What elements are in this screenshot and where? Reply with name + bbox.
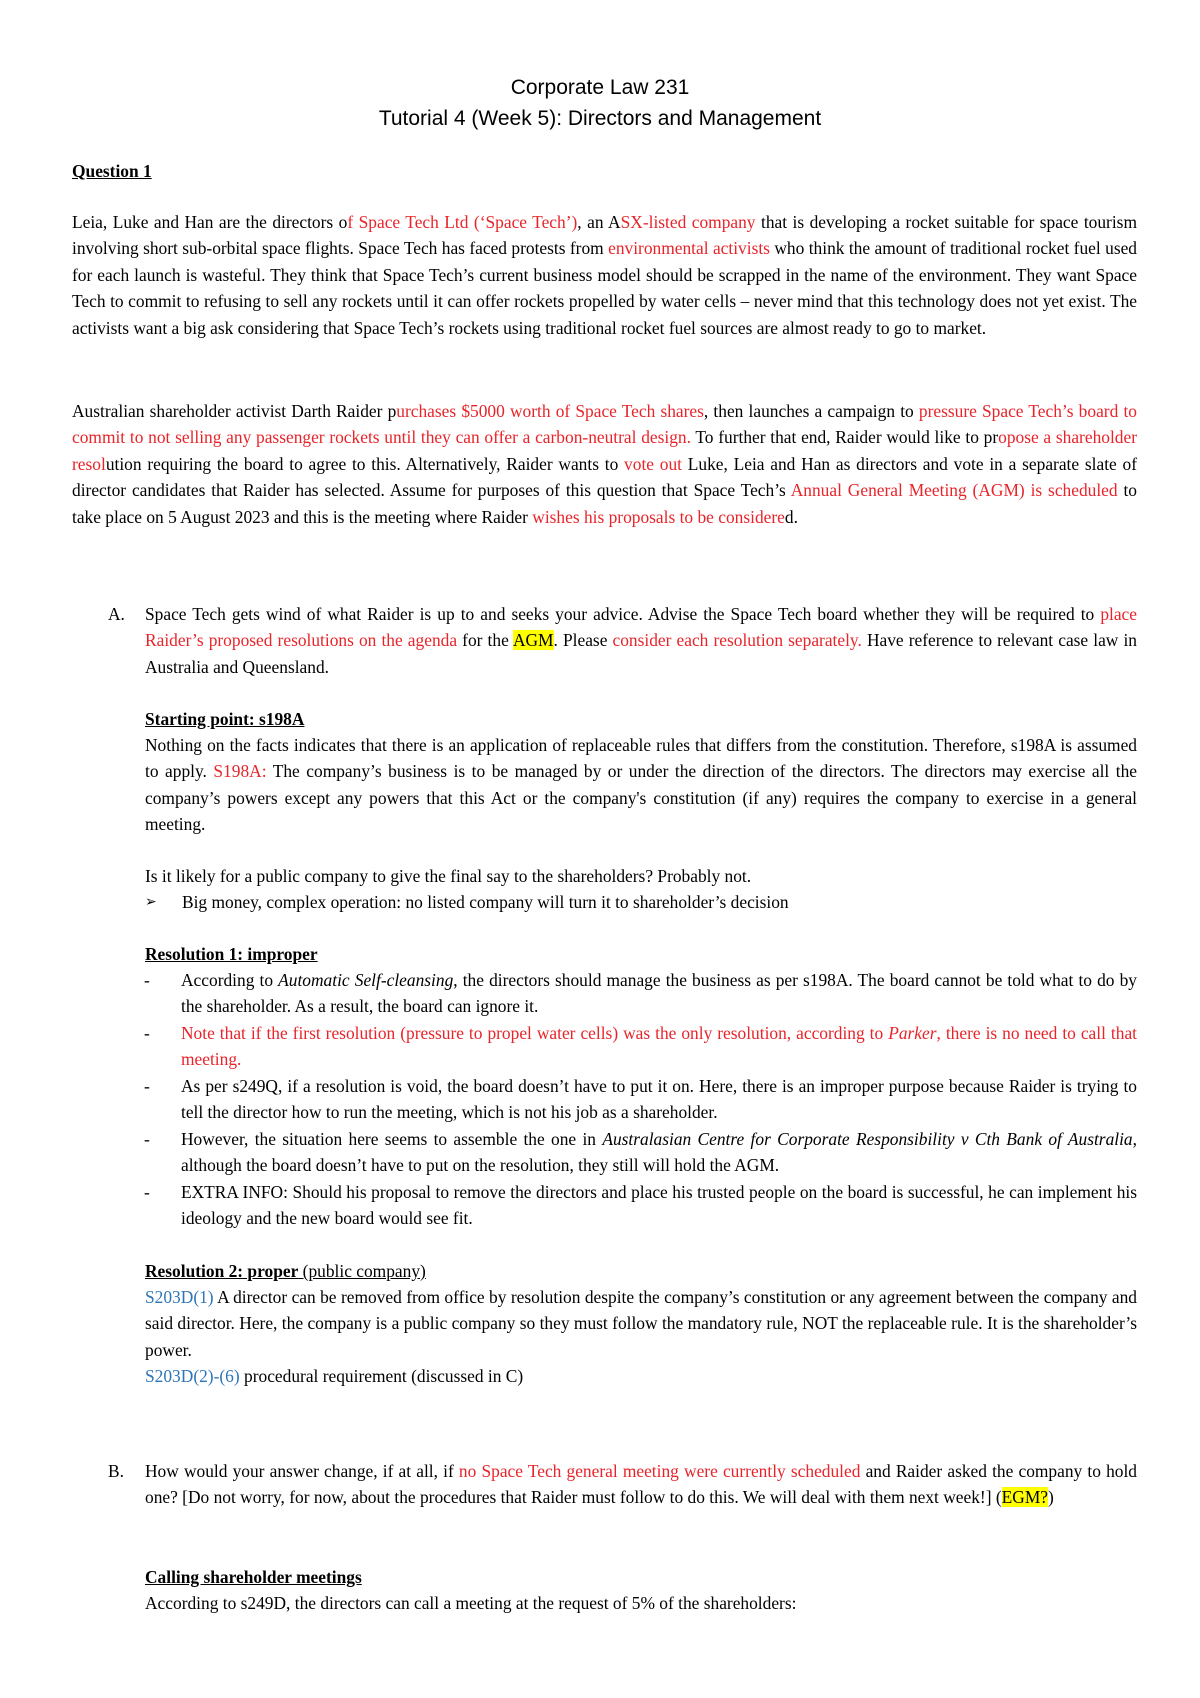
text-run: EGM? (1001, 1487, 1049, 1508)
resolution-2-text (145, 1284, 1137, 1363)
resolution-2-heading (145, 1258, 426, 1284)
text-run: As per s249Q, if a resolution is void, the board doesn’t have to put it on. Here, there is an improper purpose because Raider is trying to tell the director how to run the meeting, which is not his job as a shareholder. (181, 1076, 1137, 1123)
text-run: d. (784, 506, 798, 527)
text-run: EXTRA INFO: Should his proposal to remove the directors and place his trusted people on the board is successful, he can implement his ideology and the new board would see fit. (181, 1182, 1137, 1229)
bullet-text (181, 1020, 1137, 1073)
text-run: Parker (888, 1023, 937, 1043)
text-run: f Space Tech Ltd (‘Space Tech’) (347, 212, 578, 232)
likely-question: Is it likely for a public company to give the final say to the shareholders? Probably not. (145, 866, 752, 886)
text-run: consider each resolution separately. (612, 630, 862, 651)
question-paragraph-1 (72, 209, 1137, 341)
text-run: , an A (577, 212, 621, 232)
dash-marker: - (144, 1129, 150, 1149)
text-run: pressure Space Tech’s board to commit to not selling any passenger rockets until they can offer a carbon-neutral design. (72, 401, 1137, 448)
text-run: How would your answer change, if at all, if (145, 1461, 459, 1481)
text-run: AGM (512, 630, 554, 651)
part-b-question (145, 1458, 1137, 1511)
text-run: Have reference to relevant case law in Australia and Queensland. (145, 630, 1137, 677)
text-run: , the directors should manage the business as per s198A. The board cannot be told what to do by the shareholder. As a result, the board can ignore it. (181, 970, 1137, 1017)
text-run: Nothing on the facts indicates that there is an application of replaceable rules that differs from the constitution. Therefore, s198A is assumed to apply. (145, 735, 1137, 782)
text-run: vote out (624, 453, 682, 474)
text-run: , there is no need to call that meeting. (181, 1023, 1138, 1070)
arrow-bullet-icon: ➢ (145, 894, 157, 910)
starting-point-heading: Starting point: s198A (145, 709, 305, 729)
text-run: According to (181, 970, 279, 990)
text-run: S203D(2)-(6) (145, 1366, 240, 1386)
arrow-bullet-text: Big money, complex operation: no listed company will turn it to shareholder’s decision (182, 892, 789, 912)
text-run: who think the amount of traditional rocket fuel used for each launch is wasteful. They think that Space Tech’s current business model should be scrapped in the name of the environment. They want Space Tech to commit to refusing to sell any rockets until it can offer rockets propelled by water cells – never mind that this technology does not yet exist. The activists want a big ask considering that Space Tech’s rockets using traditional rocket fuel sources are almost ready to go to market. (72, 238, 1137, 338)
text-run: . Please (553, 630, 613, 651)
text-run: to take place on 5 August 2023 and this is the meeting where Raider (72, 480, 1137, 527)
text-run: opose a shareholder resol (72, 427, 1137, 474)
dash-marker: - (144, 1023, 150, 1043)
text-run: Australian shareholder activist Darth Raider p (72, 401, 397, 421)
text-run: Note that if the first resolution (pressure to propel water cells) was the only resolution, according to (181, 1023, 889, 1043)
text-run: To further that end, Raider would like to pr (690, 427, 999, 448)
part-a-question (145, 601, 1137, 680)
text-run: that is developing a rocket suitable for space tourism involving short sub-orbital space flights. Space Tech has faced protests from (72, 212, 1137, 259)
resolution-2-text-2 (145, 1363, 1137, 1389)
text-run: ution requiring the board to agree to this. Alternatively, Raider wants to (105, 453, 625, 474)
text-run: However, the situation here seems to assemble the one in (181, 1129, 603, 1149)
bullet-text (181, 1073, 1137, 1126)
dash-marker: - (144, 1182, 150, 1202)
bullet-text (181, 967, 1137, 1020)
calling-meetings-heading: Calling shareholder meetings (145, 1567, 362, 1587)
text-run: , although the board doesn’t have to put on the resolution, they still will hold the AGM. (181, 1129, 1137, 1176)
text-run: A director can be removed from office by resolution despite the company’s constitution or any agreement between the company and said director. Here, the company is a public company so they must follow the mandatory rule, NOT the replaceable rule. It is the shareholder’s power. (145, 1287, 1137, 1360)
question-paragraph-2 (72, 398, 1137, 530)
text-run: no Space Tech general meeting were currently scheduled (458, 1461, 861, 1481)
text-run: Leia, Luke and Han are the directors o (72, 212, 348, 232)
text-run: S198A: (213, 761, 267, 782)
text-run: procedural requirement (discussed in C) (239, 1366, 524, 1386)
text-run: Australasian Centre for Corporate Responsibility v Cth Bank of Australia (602, 1129, 1133, 1149)
calling-meetings-text: According to s249D, the directors can call a meeting at the request of 5% of the shareholders: (145, 1593, 797, 1613)
dash-marker: - (144, 970, 150, 990)
text-run: The company’s business is to be managed by or under the direction of the directors. The directors may exercise all the company’s powers except any powers that this Act or the company's constitution (if any) requires the company to exercise in a general meeting. (145, 761, 1137, 835)
document-header (0, 72, 1200, 134)
resolution-2-heading-bold: Resolution 2: proper (145, 1261, 299, 1281)
dash-marker: - (144, 1076, 150, 1096)
text-run: and Raider asked the company to hold one? [Do not worry, for now, about the procedures that Raider must follow to do this. We will deal with them next week!] ( (145, 1461, 1137, 1508)
text-run: Space Tech gets wind of what Raider is up to and seeks your advice. Advise the Space Tech board whether they will be required to (145, 604, 1101, 624)
text-run: for the (457, 630, 513, 651)
bullet-text (181, 1179, 1137, 1232)
text-run: wishes his proposals to be considere (532, 506, 785, 527)
document-subtitle: Tutorial 4 (Week 5): Directors and Management (378, 107, 822, 130)
starting-point-text (145, 732, 1137, 838)
resolution-1-heading: Resolution 1: improper (145, 944, 318, 964)
text-run: Annual General Meeting (AGM) is scheduled (790, 480, 1118, 501)
text-run: ) (1048, 1487, 1054, 1508)
text-run: urchases $5000 worth of Space Tech shares (396, 401, 704, 421)
text-run: Automatic Self-cleansing (278, 970, 454, 990)
text-run: place Raider’s proposed resolutions on the agenda (145, 604, 1137, 651)
part-a-label: A. (108, 604, 125, 624)
document-title: Corporate Law 231 (510, 76, 690, 99)
text-run: S203D(1) (145, 1287, 214, 1307)
text-run: SX-listed company (620, 212, 756, 232)
resolution-2-heading-rest: (public company) (298, 1261, 426, 1281)
question-heading: Question 1 (72, 161, 152, 181)
bullet-text (181, 1126, 1137, 1179)
part-b-label: B. (108, 1461, 124, 1481)
text-run: environmental activists (608, 238, 770, 259)
text-run: Luke, Leia and Han as directors and vote in a separate slate of director candidates that Raider has selected. Assume for purposes of this question that Space Tech’s (72, 453, 1137, 501)
text-run: , then launches a campaign to (703, 401, 919, 421)
